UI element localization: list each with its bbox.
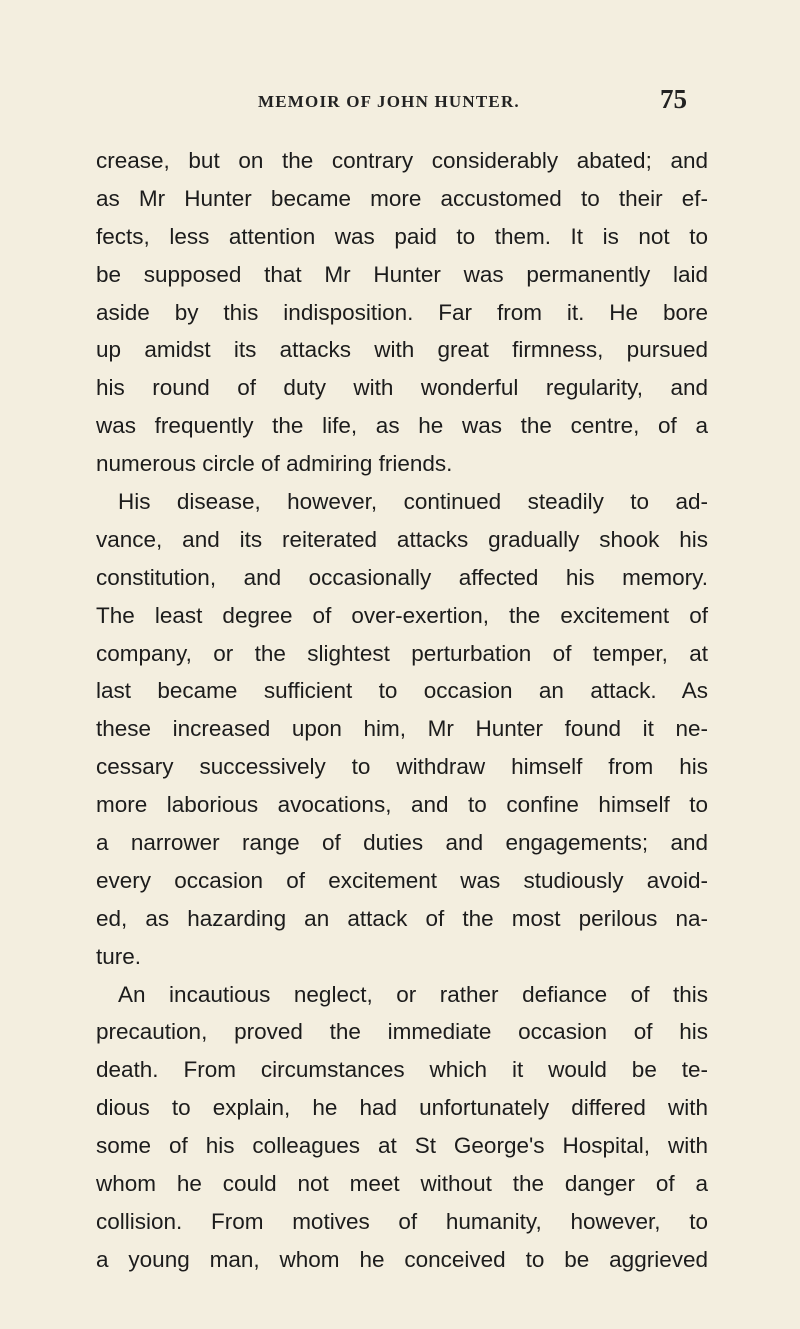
text-line: collision. From motives of humanity, however, to — [96, 1208, 708, 1234]
text-line: as Mr Hunter became more accustomed to their ef- — [96, 185, 708, 211]
text-line: crease, but on the contrary considerably abated; and — [96, 148, 708, 173]
text-line: dious to explain, he had unfortunately differed with — [96, 1095, 708, 1121]
text-line: fects, less attention was paid to them. It is not to — [96, 223, 708, 249]
text-line: The least degree of over-exertion, the excitement of — [96, 602, 708, 628]
text-line: His disease, however, continued steadily to ad- — [118, 489, 708, 515]
text-line: last became sufficient to occasion an attack. As — [96, 678, 708, 704]
text-line: constitution, and occasionally affected his memory. — [96, 564, 708, 590]
text-line: his round of duty with wonderful regularity, and — [96, 375, 708, 401]
text-line: ture. — [96, 943, 142, 969]
text-line: vance, and its reiterated attacks gradually shook his — [96, 526, 708, 552]
running-head: MEMOIR OF JOHN HUNTER. — [258, 92, 520, 111]
text-line: more laborious avocations, and to confine himself to — [96, 792, 708, 818]
body-text — [96, 142, 708, 1279]
text-line: death. From circumstances which it would be te- — [96, 1057, 708, 1083]
text-line: a young man, whom he conceived to be aggrieved — [96, 1246, 708, 1272]
text-line: numerous circle of admiring friends. — [96, 451, 453, 477]
text-line: some of his colleagues at St George's Hospital, with — [96, 1133, 708, 1159]
text-line: company, or the slightest perturbation of temper, at — [96, 640, 708, 666]
text-line: every occasion of excitement was studiously avoid- — [96, 867, 708, 893]
text-line: a narrower range of duties and engagements; and — [96, 830, 708, 856]
text-line: up amidst its attacks with great firmness, pursued — [96, 337, 708, 363]
text-line: precaution, proved the immediate occasion of his — [96, 1019, 708, 1045]
text-line: these increased upon him, Mr Hunter found it ne- — [96, 716, 708, 742]
text-line: aside by this indisposition. Far from it. He bore — [96, 299, 708, 325]
text-line: cessary successively to withdraw himself from his — [96, 754, 708, 780]
text-line: whom he could not meet without the danger of a — [96, 1171, 708, 1197]
page-number: 75 — [660, 84, 687, 114]
text-line: ed, as hazarding an attack of the most perilous na- — [96, 905, 708, 931]
text-line: was frequently the life, as he was the centre, of a — [96, 413, 708, 439]
text-line: be supposed that Mr Hunter was permanently laid — [96, 261, 708, 287]
text-line: An incautious neglect, or rather defiance of this — [118, 981, 708, 1007]
